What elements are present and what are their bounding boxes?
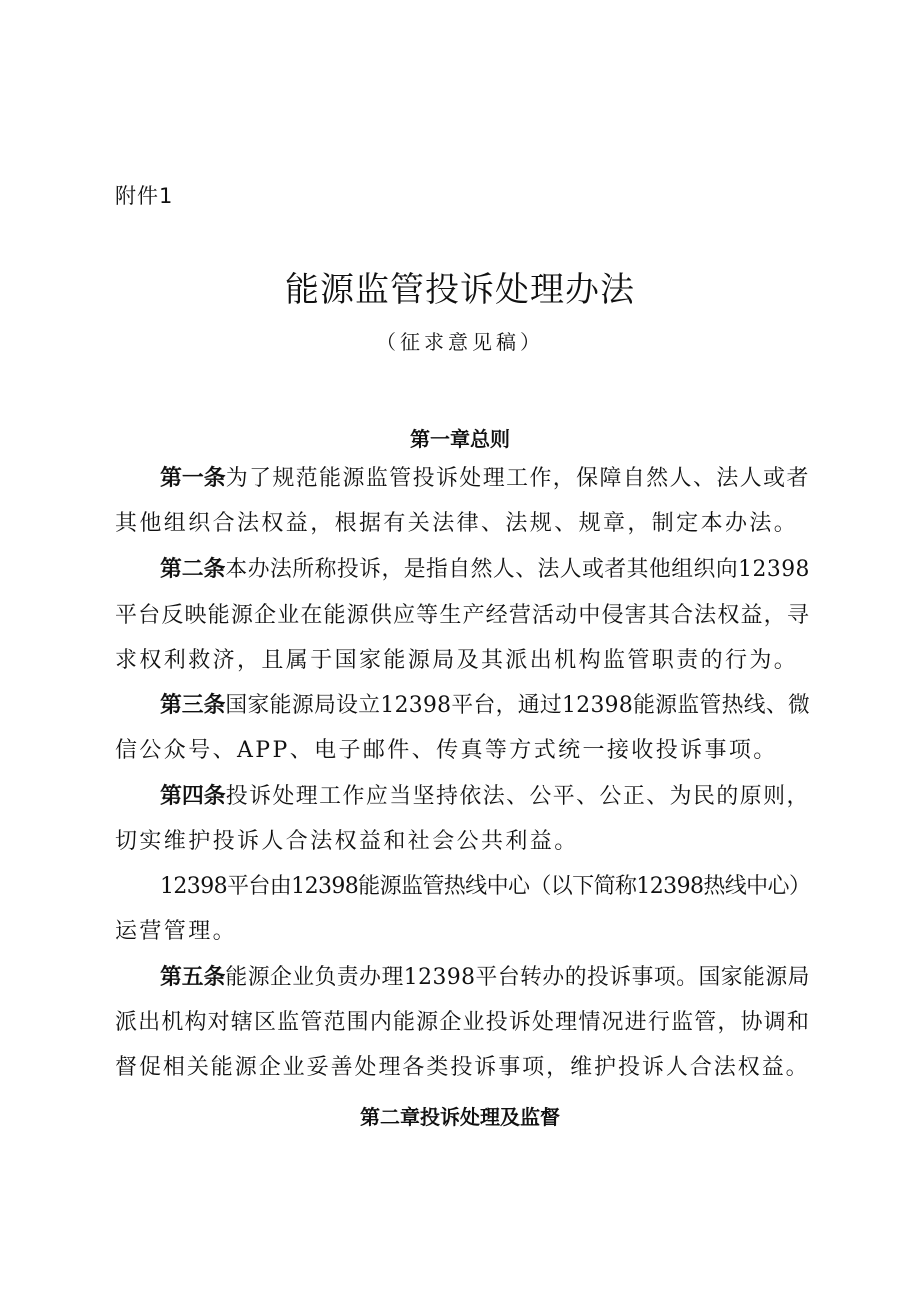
article-4-label: 第四条 [160,784,226,809]
article-1-line-1 [160,462,810,496]
document-subtitle: （征求意见稿） [376,330,544,354]
article-2-text-1: 本办法所称投诉，是指自然人、法人或者其他组织向12398 [225,557,810,582]
article-2-line-3: 求权利救济，且属于国家能源局及其派出机构监管职责的行为。 [115,648,799,673]
article-5-label: 第五条 [160,965,226,990]
article-1-line-2: 其他组织合法权益，根据有关法律、法规、规章，制定本办法。 [115,511,799,536]
article-5-line-1 [160,961,810,995]
article-3-text-1: 国家能源局设立12398平台，通过12398能源监管热线、微 [225,693,811,718]
paragraph-line-2: 运营管理。 [115,919,238,944]
article-5-text-1: 能源企业负责办理12398平台转办的投诉事项。国家能源局 [225,965,810,990]
attachment-label: 附件1 [115,184,174,208]
article-4-line-2: 切实维护投诉人合法权益和社会公共利益。 [115,829,579,854]
article-1-label: 第一条 [160,466,226,491]
article-2-line-1 [160,553,810,587]
article-3-line-1 [160,689,810,723]
article-4-text-1: 投诉处理工作应当坚持依法、公平、公正、为民的原则， [225,784,810,809]
article-2-line-2: 平台反映能源企业在能源供应等生产经营活动中侵害其合法权益，寻 [115,603,811,628]
article-1-text-1: 为了规范能源监管投诉处理工作，保障自然人、法人或者 [225,466,810,491]
article-3-line-2: 信公众号、APP、电子邮件、传真等方式统一接收投诉事项。 [115,738,778,763]
paragraph-line-1: 12398平台由12398能源监管热线中心（以下简称12398热线中心） [160,874,811,899]
chapter-1-heading: 第一章总则 [410,427,510,451]
article-3-label: 第三条 [160,693,226,718]
document-title: 能源监管投诉处理办法 [285,270,635,310]
article-5-line-3: 督促相关能源企业妥善处理各类投诉事项，维护投诉人合法权益。 [115,1055,810,1080]
article-4-line-1 [160,780,810,814]
article-2-label: 第二条 [160,557,226,582]
chapter-2-heading: 第二章投诉处理及监督 [360,1105,560,1129]
article-5-line-2: 派出机构对辖区监管范围内能源企业投诉处理情况进行监管，协调和 [115,1010,811,1035]
